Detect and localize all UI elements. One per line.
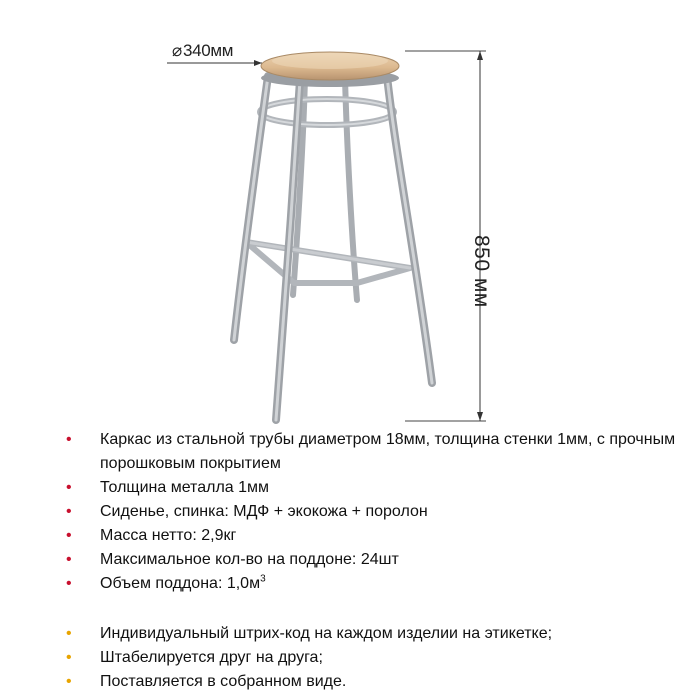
bullet-icon: •	[66, 649, 72, 666]
extra-item	[60, 670, 680, 694]
bullet-icon: •	[66, 551, 72, 568]
bullet-icon: •	[66, 625, 72, 642]
diameter-symbol: ⌀	[172, 41, 182, 60]
stool-seat	[261, 52, 399, 87]
diameter-dimension-line	[167, 60, 262, 66]
stool-upper-ring	[260, 99, 394, 125]
spec-item	[60, 428, 680, 476]
extra-item-text: Индивидуальный штрих-код на каждом изделии на этикетке;	[100, 625, 553, 642]
spec-item	[60, 476, 680, 500]
diameter-value: 340мм	[182, 41, 234, 60]
spec-item	[60, 548, 680, 572]
bullet-icon: •	[66, 527, 72, 544]
spec-item-text: Масса нетто: 2,9кг	[100, 527, 237, 544]
bullet-icon: •	[66, 479, 72, 496]
spec-item-text: Каркас из стальной трубы диаметром 18мм, толщина стенки 1мм, с прочным порошковым покрытием	[100, 431, 676, 472]
extra-item	[60, 622, 680, 646]
stool-footrest-ring	[246, 242, 410, 283]
bullet-icon: •	[66, 673, 72, 690]
bullet-icon: •	[66, 575, 72, 592]
bullet-icon: •	[66, 503, 72, 520]
extra-features-list	[60, 622, 680, 694]
extra-item	[60, 646, 680, 670]
height-label: 850 мм	[470, 235, 493, 308]
spec-item	[60, 572, 680, 596]
diameter-label	[172, 42, 233, 59]
spec-item-text: Максимальное кол-во на поддоне: 24шт	[100, 551, 399, 568]
spec-item-text: Сиденье, спинка: МДФ + экокожа + поролон	[100, 503, 428, 520]
spec-item-text: Толщина металла 1мм	[100, 479, 270, 496]
bullet-icon: •	[66, 431, 72, 448]
superscript-cubed: 3	[260, 573, 266, 585]
specification-list	[60, 428, 680, 596]
extra-item-text: Штабелируется друг на друга;	[100, 649, 323, 666]
spec-item-text: Объем поддона: 1,0м	[100, 575, 261, 592]
spec-item	[60, 524, 680, 548]
extra-item-text: Поставляется в собранном виде.	[100, 673, 347, 690]
stool-back-legs	[293, 78, 357, 300]
spec-item	[60, 500, 680, 524]
